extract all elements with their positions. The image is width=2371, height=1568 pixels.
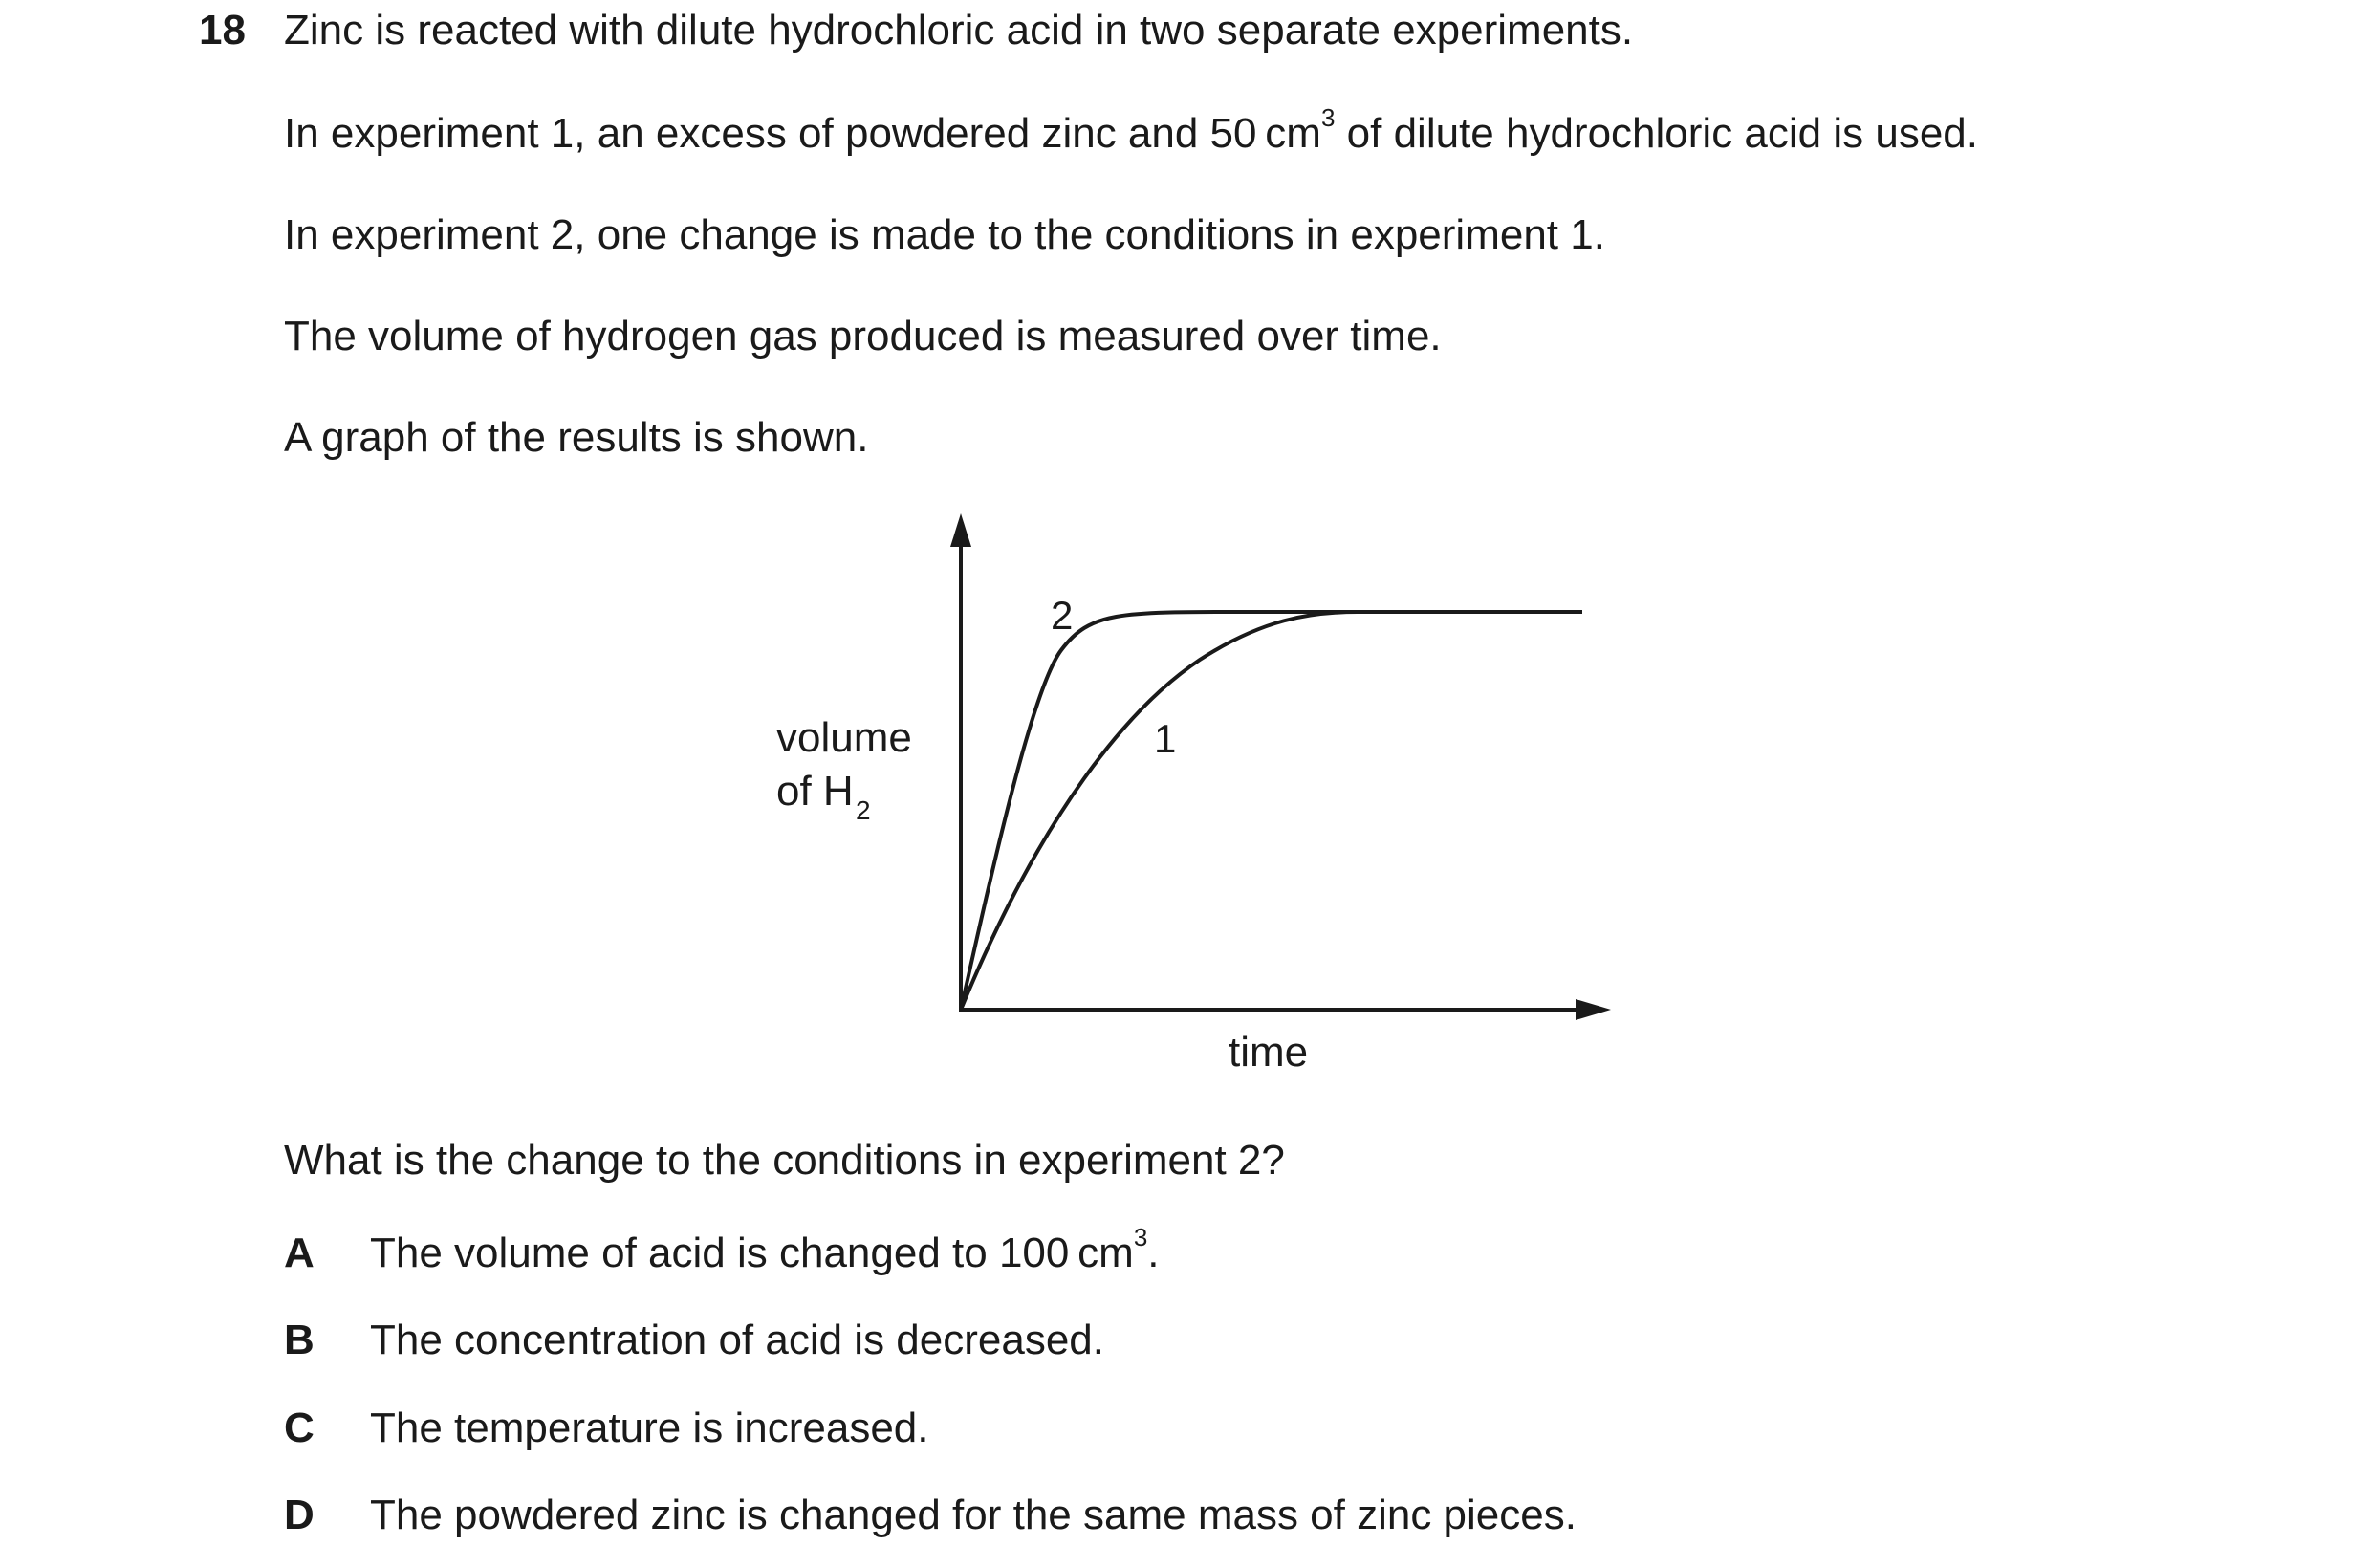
- experiment-1-text-before: In experiment 1, an excess of powdered zinc and 50 cm: [284, 110, 1321, 157]
- option-d-letter: D: [284, 1492, 315, 1538]
- option-c-text: The temperature is increased.: [370, 1405, 929, 1451]
- y-axis-label-line2: of H: [776, 768, 854, 815]
- curve-experiment-2: [961, 612, 1353, 1010]
- option-a-text-before: The volume of acid is changed to 100 cm: [370, 1230, 1134, 1276]
- option-b-letter: B: [284, 1317, 315, 1363]
- option-a-text: [370, 1223, 1160, 1280]
- option-d-text: The powdered zinc is changed for the same mass of zinc pieces.: [370, 1492, 1577, 1538]
- option-a-letter: A: [284, 1230, 315, 1276]
- option-b-text: The concentration of acid is decreased.: [370, 1317, 1105, 1363]
- graph-intro-text: A graph of the results is shown.: [284, 414, 869, 461]
- curve-experiment-1: [961, 612, 1358, 1010]
- curve-label-2: 2: [1051, 593, 1074, 638]
- experiment-1-unit-superscript: 3: [1320, 103, 1336, 132]
- y-axis-label-subscript: 2: [856, 795, 871, 825]
- intro-text: Zinc is reacted with dilute hydrochloric acid in two separate experiments.: [284, 7, 1634, 54]
- curve-label-1: 1: [1154, 716, 1177, 761]
- measurement-text: The volume of hydrogen gas produced is measured over time.: [284, 313, 1442, 359]
- x-axis-label: time: [1229, 1029, 1309, 1076]
- experiment-2-text: In experiment 2, one change is made to the conditions in experiment 1.: [284, 211, 1605, 258]
- x-axis-arrowhead: [1576, 999, 1611, 1020]
- option-a-text-after: .: [1147, 1230, 1160, 1276]
- y-axis-label-line1: volume: [776, 714, 912, 761]
- experiment-1-text-after: of dilute hydrochloric acid is used.: [1335, 110, 1979, 157]
- option-a-unit-superscript: 3: [1133, 1223, 1148, 1252]
- y-axis-arrowhead: [950, 513, 971, 547]
- question-number: 18: [199, 7, 246, 54]
- option-c-letter: C: [284, 1405, 315, 1451]
- question-prompt: What is the change to the conditions in experiment 2?: [284, 1137, 1285, 1184]
